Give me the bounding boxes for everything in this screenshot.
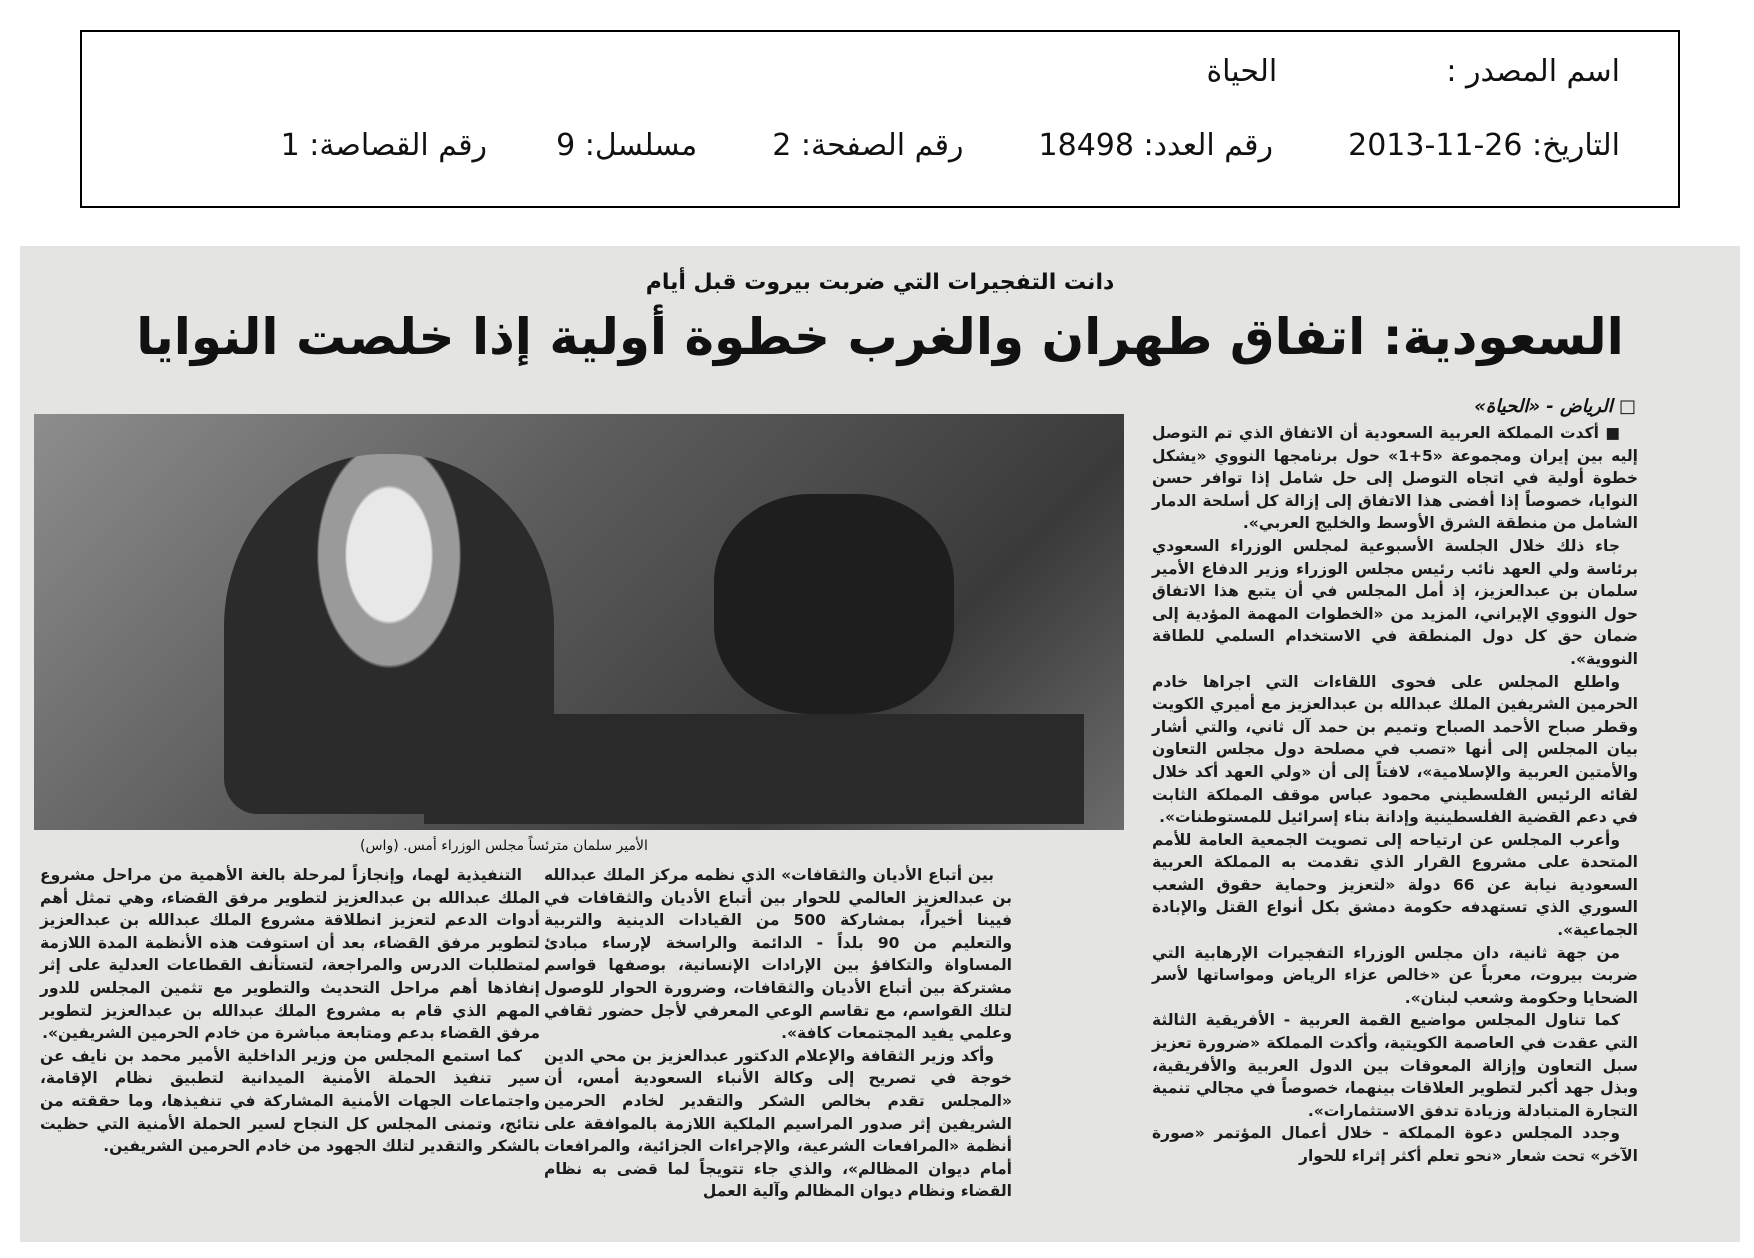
paragraph: التنفيذية لهما، وإنجازاً لمرحلة بالغة الأهمية من مراحل مشروع الملك عبدالله بن عبدالعزيز لتطوير مرفق القضاء، وهي تمثل أهم أدوات الدعم لتعزيز انطلاقة مشروع الملك عبدالله بن عبدالعزيز لتطوير مرفق القضاء، بعد أن استوفت هذه الأنظمة المدة اللازمة لمتطلبات الدرس والمراجعة، لتستأنف القطاعات العدلية على إثر إنفاذها أهم مراحل التحديث والتطوير مع تثمين المجلس للدور المهم الذي قام به مشروع الملك عبدالله بن عبدالعزيز لتطوير مرفق القضاء بدعم ومتابعة مباشرة من خادم الحرمين الشريفين». xyxy=(40,866,540,1043)
article-photo xyxy=(34,414,1124,830)
date-value: 2013-11-26 xyxy=(1348,128,1523,163)
paragraph: وأكد وزير الثقافة والإعلام الدكتور عبدالعزيز بن محي الدين خوجة في تصريح إلى وكالة الأنباء السعودية أمس، أن «المجلس تقدم بخالص الشكر والتقدير لخادم الحرمين الشريفين إثر صدور المراسيم الملكية اللازمة بالموافقة على أنظمة «المرافعات الشرعية، والإجراءات الجزائية، والمرافعات أمام ديوان المظالم»، والذي جاء تتويجاً لما قضى به نظام القضاء ونظام ديوان المظالم وآلية العمل xyxy=(544,1046,1012,1201)
paragraph: بين أتباع الأديان والثقافات» الذي نظمه مركز الملك عبدالله بن عبدالعزيز العالمي للحوار بين أتباع الأديان والثقافات في فيينا أخيراً، بمشاركة 500 من القيادات الدينية والتربية والتعليم من 90 بلداً - الدائمة والراسخة لإرساء مبادئ المساواة والتكافؤ بين الإرادات الإنسانية، بوصفها قواسم مشتركة بين أتباع الأديان والثقافات، وضرورة الحوار للوصول لتلك القواسم، مع تقاسم الوعي المعرفي لأجل حضور ثقافي وعلمي يفيد المجتمعات كافة». xyxy=(544,866,1013,1043)
paragraph: وأعرب المجلس عن ارتياحه إلى تصويت الجمعية العامة للأمم المتحدة على مشروع القرار الذي تقدمت به المملكة العربية السعودية نيابة عن 66 دولة «لتعزيز وحماية حقوق الشعب السوري الذي تستهدفه حكومة دمشق بكل أنواع القتل والإبادة الجماعية». xyxy=(1152,830,1638,940)
issue-label: رقم العدد: xyxy=(1143,128,1274,163)
clipping-metadata-box xyxy=(80,30,1680,208)
article-headline: السعودية: اتفاق طهران والغرب خطوة أولية إذا خلصت النوايا xyxy=(136,308,1624,366)
photo-desk xyxy=(424,714,1084,824)
paragraph: وجدد المجلس دعوة المملكة - خلال أعمال المؤتمر «صورة الآخر» تحت شعار «نحو تعلم أكثر إثراء للحوار xyxy=(1152,1124,1638,1165)
paragraph: ■ أكدت المملكة العربية السعودية أن الاتفاق الذي تم التوصل إليه بين إيران ومجموعة «5+1» حول برنامجها النووي «يشكل خطوة أولية في اتجاه التوصل إلى حل شامل إذا توافر حسن النوايا، خصوصاً إذا أفضى هذا الاتفاق إلى إزالة كل أسلحة الدمار الشامل من منطقة الشرق الأوسط والخليج العربي». xyxy=(1152,424,1638,533)
paragraph: كما استمع المجلس من وزير الداخلية الأمير محمد بن نايف عن سير تنفيذ الحملة الأمنية الميدانية لتطبيق نظام الإقامة، واجتماعات الجهات الأمنية المشاركة في تنفيذها، وما حققته من نتائج، وتمنى المجلس كل النجاح لسير الحملة الأمنية التي حظيت بالشكر والتقدير لتلك الجهود من خادم الحرمين الشريفين. xyxy=(40,1046,540,1156)
paragraph: واطلع المجلس على فحوى اللقاءات التي اجراها خادم الحرمين الشريفين الملك عبدالله بن عبدالعزيز مع أميري الكويت وقطر صباح الأحمد الصباح وتميم بن حمد آل ثاني، والتي أشار بيان المجلس إلى أنها «تصب في مصلحة دول مجلس التعاون والأمتين العربية والإسلامية»، لافتاً إلى أن «ولي العهد أكد خلال لقائه الرئيس الفلسطيني محمود عباس موقف المملكة الثابت في دعم القضية الفلسطينية وإدانة بناء إسرائيل للمستوطنات». xyxy=(1152,672,1638,827)
clip-value: 1 xyxy=(280,128,300,163)
article-kicker: دانت التفجيرات التي ضربت بيروت قبل أيام xyxy=(645,270,1115,295)
date-label: التاريخ: xyxy=(1532,128,1620,163)
serial-label: مسلسل: xyxy=(584,128,698,163)
photo-caption: الأمير سلمان مترئساً مجلس الوزراء أمس. (واس) xyxy=(360,838,648,854)
article-column-right xyxy=(1152,422,1638,1168)
article-column-left xyxy=(40,864,540,1158)
paragraph: من جهة ثانية، دان مجلس الوزراء التفجيرات الإرهابية التي ضربت بيروت، معرباً عن «خالص عزاء الرياض ومواساتها لأسر الضحايا وحكومة وشعب لبنان». xyxy=(1152,943,1638,1007)
serial-value: 9 xyxy=(556,128,576,163)
source-label: اسم المصدر : xyxy=(1446,54,1620,89)
page-value: 2 xyxy=(772,128,792,163)
source-name: الحياة xyxy=(1206,54,1278,89)
article-dateline: □ الرياض - «الحياة» xyxy=(1474,396,1636,417)
paragraph: جاء ذلك خلال الجلسة الأسبوعية لمجلس الوزراء السعودي برئاسة ولي العهد نائب رئيس مجلس الوزراء وزير الدفاع الأمير سلمان بن عبدالعزيز، إذ أمل المجلس في أن يتبع هذا الاتفاق حول النووي الإيراني، المزيد من «الخطوات المهمة المؤدية إلى ضمان حق كل دول المنطقة في الاستخدام السلمي للطاقة النووية». xyxy=(1152,536,1638,668)
photo-background-shape xyxy=(714,494,954,714)
clip-label: رقم القصاصة: xyxy=(309,128,488,163)
page-label: رقم الصفحة: xyxy=(800,128,964,163)
issue-value: 18498 xyxy=(1038,128,1134,163)
details-row xyxy=(281,128,1620,163)
article-column-middle xyxy=(544,864,1012,1203)
paragraph: كما تناول المجلس مواضيع القمة العربية - الأفريقية الثالثة التي عقدت في العاصمة الكويتية، وأكدت المملكة «ضرورة تعزيز سبل التعاون وإزالة المعوقات بين الدول العربية والأفريقية، وبذل جهد أكبر لتطوير العلاقات بينهما، خصوصاً في مجالي تنمية التجارة المتبادلة وزيادة تدفق الاستثمارات». xyxy=(1152,1011,1638,1120)
source-row xyxy=(1206,54,1620,89)
newspaper-clipping xyxy=(20,246,1740,1242)
